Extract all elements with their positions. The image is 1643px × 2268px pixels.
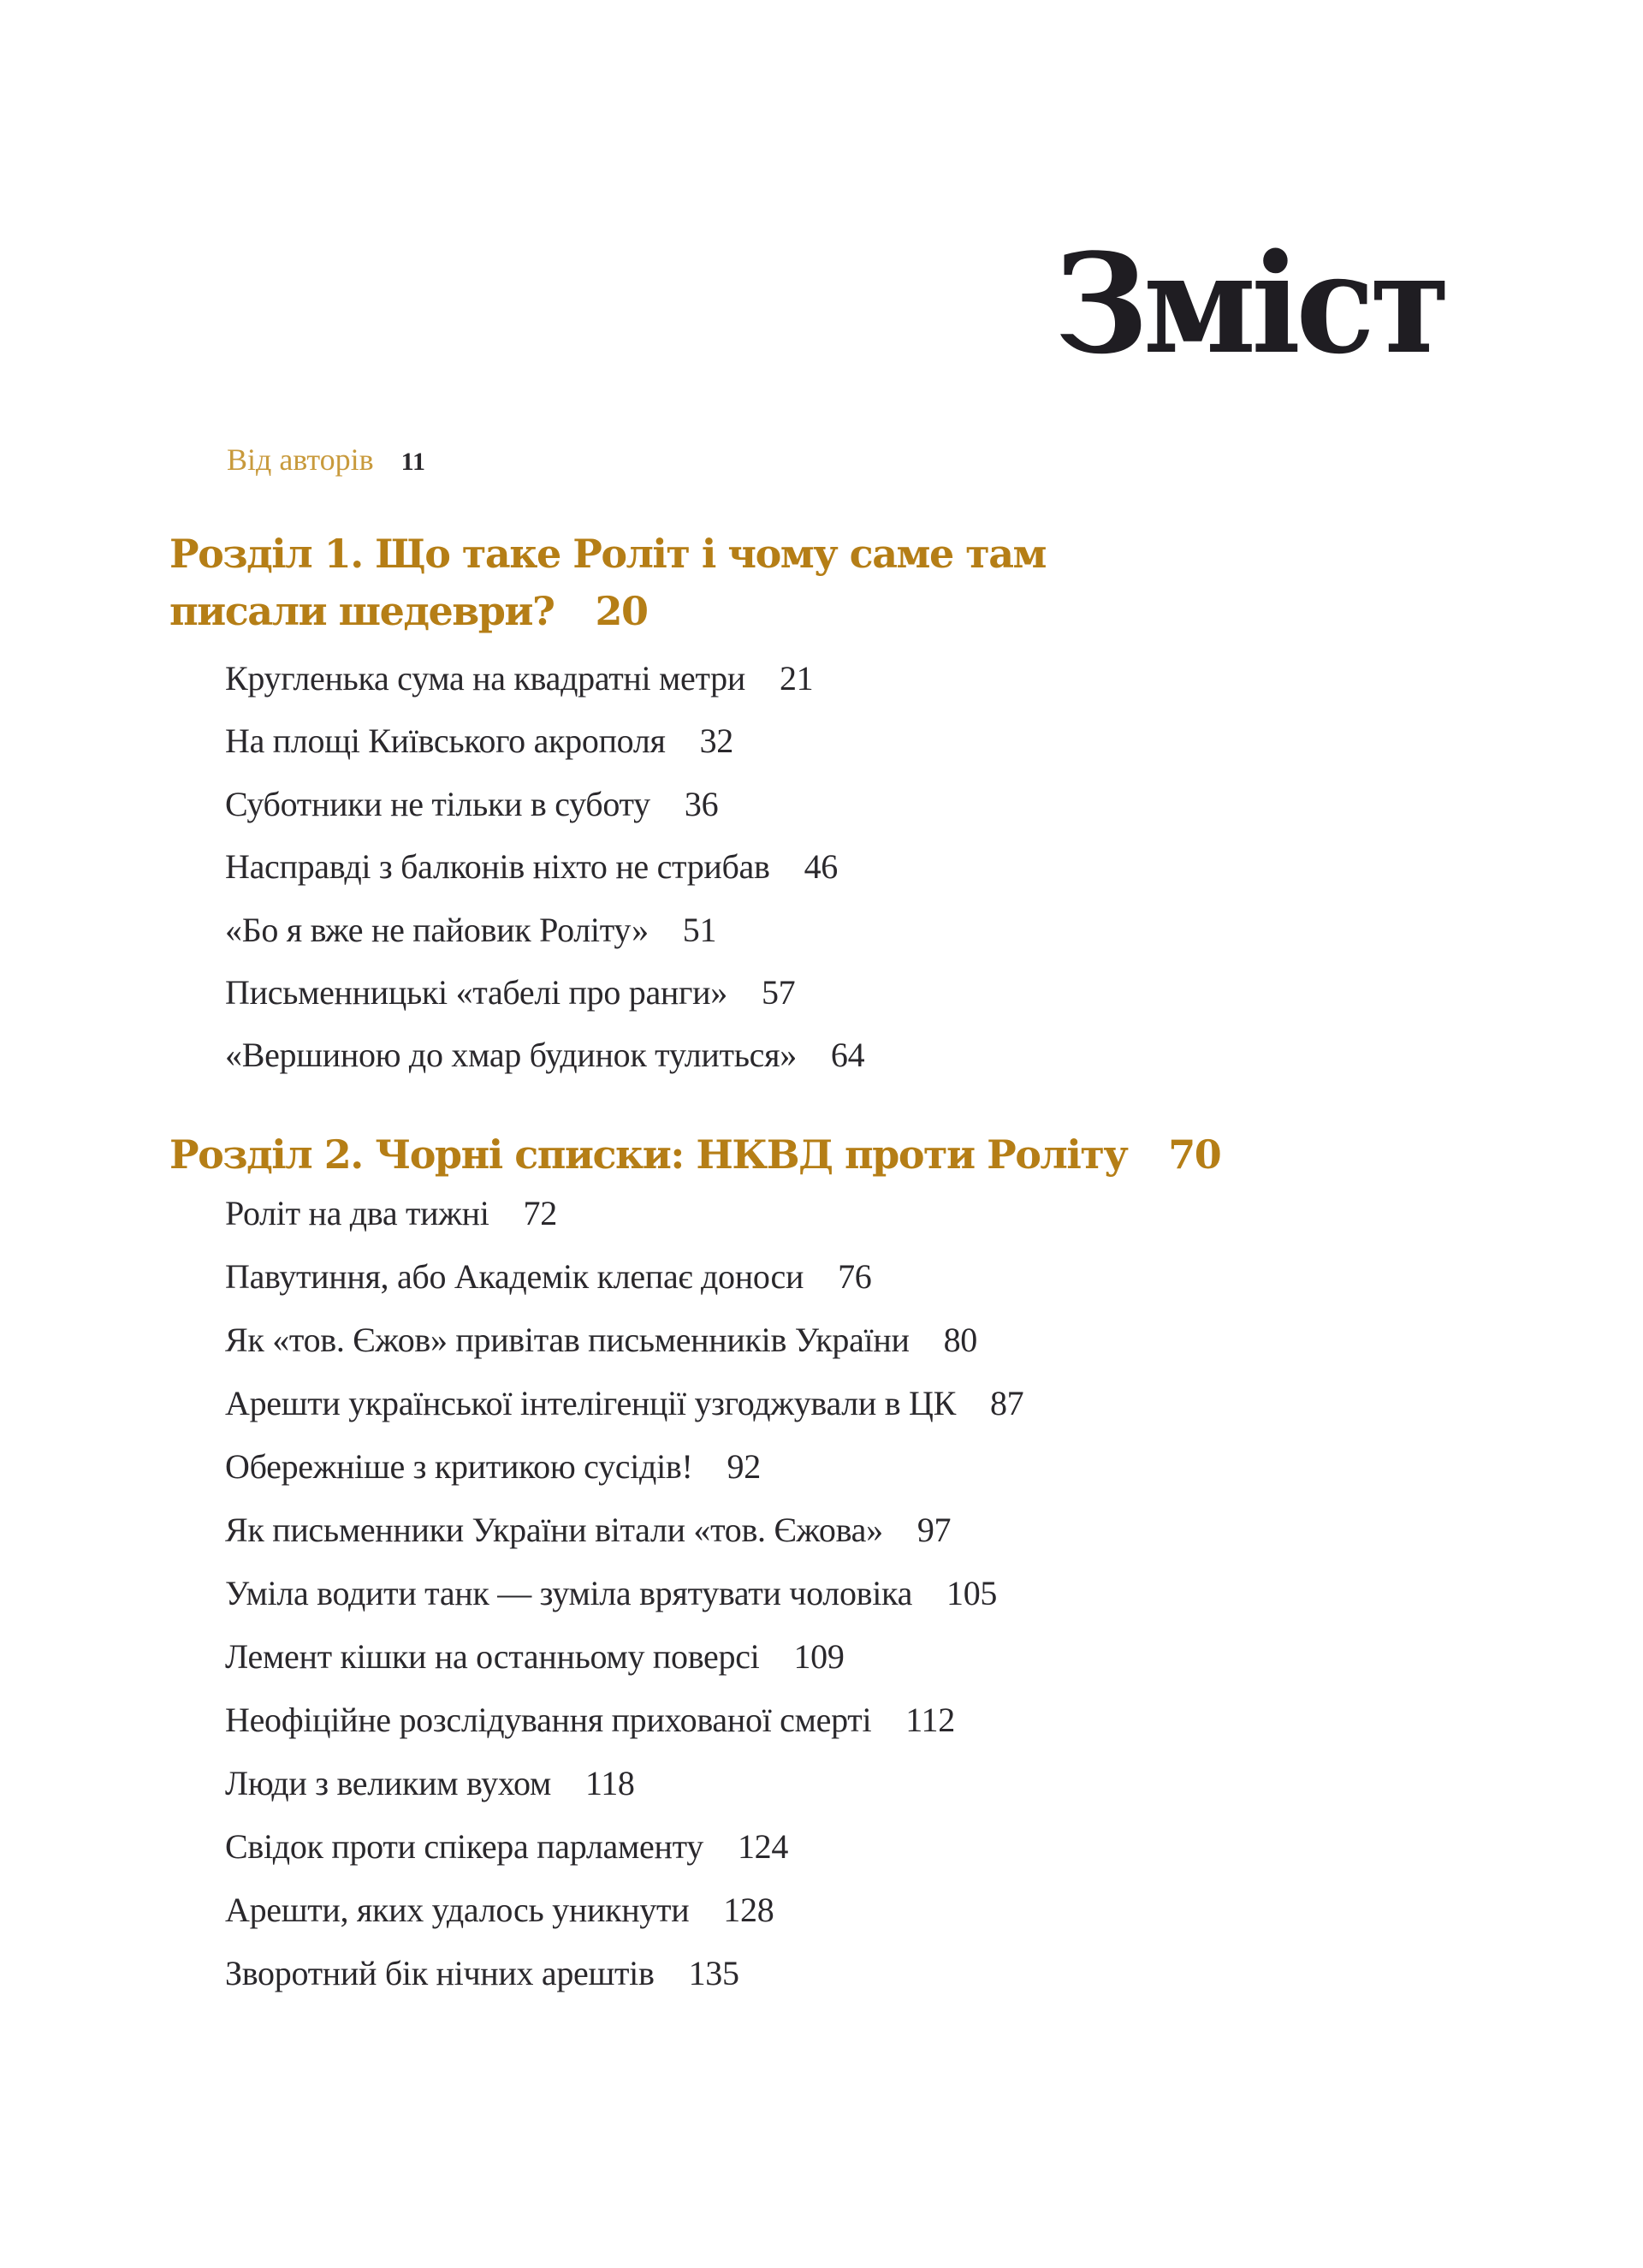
toc-item[interactable]: [225, 1256, 872, 1298]
toc-item[interactable]: [225, 1319, 977, 1362]
toc-item-page: 87: [989, 1384, 1024, 1422]
toc-item[interactable]: [225, 846, 838, 888]
toc-item-page: 109: [793, 1637, 845, 1676]
toc-item-page: 118: [585, 1764, 635, 1802]
toc-item[interactable]: [225, 1826, 788, 1868]
toc-item-page: 36: [684, 785, 719, 823]
toc-item-page: 105: [946, 1574, 998, 1612]
toc-item-label: Роліт на два тижні: [225, 1194, 489, 1232]
toc-entry-label: Від авторів: [227, 442, 374, 477]
toc-item[interactable]: [225, 1446, 761, 1488]
toc-item[interactable]: [225, 1034, 864, 1077]
toc-item-page: 57: [761, 973, 796, 1012]
toc-item-page: 72: [523, 1194, 557, 1232]
toc-item[interactable]: [225, 1572, 997, 1615]
chapter-page: 70: [1168, 1131, 1221, 1178]
toc-item-label: Люди з великим вухом: [225, 1764, 552, 1802]
toc-item-label: Павутиння, або Академік клепає доноси: [225, 1257, 804, 1296]
toc-item-label: Письменницькі «табелі про ранги»: [225, 973, 727, 1012]
toc-item[interactable]: [225, 1762, 635, 1805]
toc-item-page: 128: [723, 1891, 774, 1929]
toc-item[interactable]: [225, 1699, 955, 1742]
toc-item-label: Уміла водити танк — зуміла врятувати чоловіка: [225, 1574, 913, 1612]
toc-item-page: 76: [838, 1257, 872, 1296]
toc-item-label: «Бо я вже не пайовик Роліту»: [225, 911, 649, 949]
toc-entry-intro[interactable]: [227, 438, 425, 484]
toc-item[interactable]: [225, 1636, 845, 1678]
toc-item-label: Свідок проти спікера парламенту: [225, 1827, 703, 1866]
toc-item-label: Як «тов. Єжов» привітав письменників України: [225, 1321, 910, 1359]
toc-item-label: Кругленька сума на квадратні метри: [225, 659, 745, 698]
toc-item-label: Арешти, яких удалось уникнути: [225, 1891, 690, 1929]
toc-entry-page: 11: [400, 448, 426, 476]
toc-item[interactable]: [225, 720, 733, 763]
chapter-label: Розділ 2. Чорні списки: НКВД проти Роліту: [169, 1131, 1128, 1178]
toc-item-page: 64: [830, 1036, 865, 1074]
toc-item-label: Обережніше з критикою сусідів!: [225, 1447, 693, 1486]
toc-item-label: Неофіційне розслідування прихованої смерті: [225, 1701, 872, 1739]
toc-item[interactable]: [225, 1382, 1023, 1425]
toc-item[interactable]: [225, 971, 795, 1014]
toc-item-label: Арешти української інтелігенції узгоджували в ЦК: [225, 1384, 956, 1422]
toc-item-label: Зворотний бік нічних арештів: [225, 1954, 655, 1992]
toc-item-page: 97: [916, 1511, 952, 1549]
toc-item-page: 112: [905, 1701, 955, 1739]
toc-item-label: Насправді з балконів ніхто не стрибав: [225, 847, 770, 886]
toc-item-page: 80: [943, 1321, 977, 1359]
chapter-page: 20: [595, 588, 648, 634]
toc-item-label: «Вершиною до хмар будинок тулиться»: [225, 1036, 797, 1074]
toc-item-page: 92: [727, 1447, 761, 1486]
toc-item-label: На площі Київського акрополя: [225, 721, 666, 760]
toc-item[interactable]: [225, 1192, 557, 1235]
toc-item[interactable]: [225, 909, 716, 952]
toc-item-page: 124: [737, 1827, 789, 1866]
toc-item-label: Лемент кішки на останньому поверсі: [225, 1637, 760, 1676]
toc-item[interactable]: [225, 1889, 774, 1932]
toc-item[interactable]: [225, 783, 718, 826]
toc-item-label: Як письменники України вітали «тов. Єжова»: [225, 1511, 883, 1549]
toc-item[interactable]: [225, 1509, 951, 1552]
toc-item-page: 21: [779, 659, 814, 698]
toc-item-label: Суботники не тільки в суботу: [225, 785, 650, 823]
chapter-label: Розділ 1. Що таке Роліт і чому саме там писали шедеври?: [169, 531, 1047, 634]
toc-item[interactable]: [225, 1952, 739, 1995]
page-title: Зміст: [1054, 223, 1446, 384]
toc-item-page: 46: [804, 847, 839, 886]
toc-item[interactable]: [225, 657, 813, 700]
toc-item-page: 135: [688, 1954, 739, 1992]
chapter-heading-1[interactable]: [169, 525, 1145, 640]
toc-item-page: 32: [699, 721, 734, 760]
toc-item-page: 51: [682, 911, 717, 949]
chapter-heading-2[interactable]: [169, 1126, 1220, 1184]
